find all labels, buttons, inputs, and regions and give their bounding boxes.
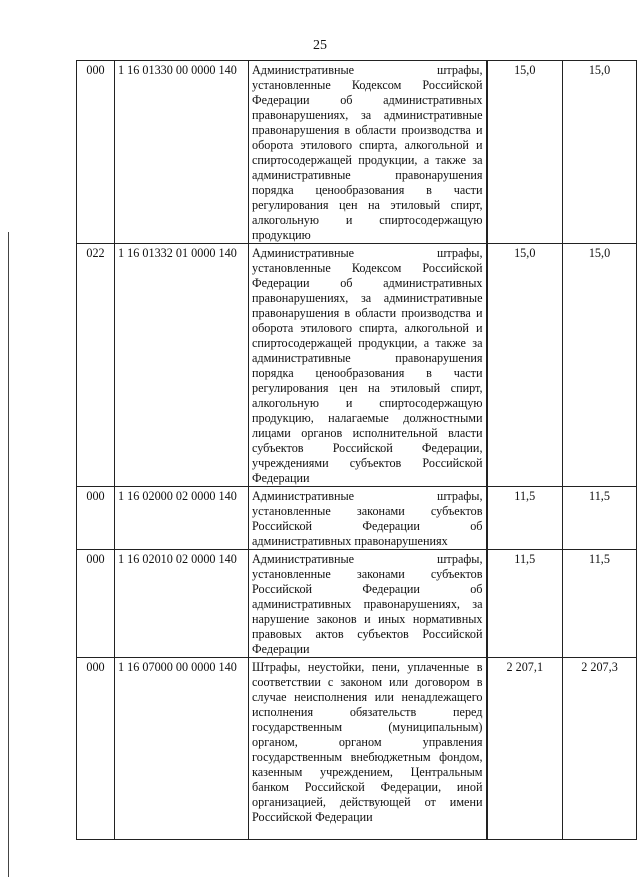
value-year1-cell: 2 207,1: [487, 658, 563, 840]
page-number: 25: [313, 38, 327, 53]
value-year2-cell: 11,5: [563, 550, 637, 658]
table-row: [77, 244, 637, 487]
revenue-name-cell: Административные штрафы, установленные законами субъектов Российской Федерации об административных правонарушениях, за нарушение законов и иных нормативных правовых актов субъектов Российской Федерации: [249, 550, 487, 658]
table-row: [77, 550, 637, 658]
table-row: [77, 487, 637, 550]
budget-code-cell: 1 16 02000 02 0000 140: [115, 487, 249, 550]
budget-code-cell: 1 16 07000 00 0000 140: [115, 658, 249, 840]
revenue-name-cell: Административные штрафы, установленные законами субъектов Российской Федерации об административных правонарушениях: [249, 487, 487, 550]
budget-code-cell: 1 16 01330 00 0000 140: [115, 61, 249, 244]
table-row: [77, 658, 637, 840]
budget-code-cell: 1 16 01332 01 0000 140: [115, 244, 249, 487]
revenue-name-cell: Административные штрафы, установленные Кодексом Российской Федерации об административных правонарушениях, за административные правонарушения в области производства и оборота этилового спирта, алкогольной и спиртосодержащей продукции, а также за административные правонарушения порядка ценообразования в части регулирования цен на этиловый спирт, алкогольную и спиртосодержащую продукцию, налагаемые должностными лицами органов исполнительной власти субъектов Российской Федерации, учреждениями субъектов Российской Федерации: [249, 244, 487, 487]
admin-code-cell: 022: [77, 244, 115, 487]
revenue-name-cell: Штрафы, неустойки, пени, уплаченные в соответствии с законом или договором в случае неисполнения или ненадлежащего исполнения обязательств перед государственным (муниципальным) органом, органом управления государственным внебюджетным фондом, казенным учреждением, Центральным банком Российской Федерации, иной организацией, действующей от имени Российской Федерации: [249, 658, 487, 840]
admin-code-cell: 000: [77, 487, 115, 550]
admin-code-cell: 000: [77, 61, 115, 244]
revenue-table: [76, 60, 637, 840]
scan-artifact-line: [8, 232, 9, 877]
value-year1-cell: 11,5: [487, 550, 563, 658]
value-year2-cell: 15,0: [563, 244, 637, 487]
admin-code-cell: 000: [77, 658, 115, 840]
value-year2-cell: 15,0: [563, 61, 637, 244]
budget-code-cell: 1 16 02010 02 0000 140: [115, 550, 249, 658]
value-year2-cell: 11,5: [563, 487, 637, 550]
value-year1-cell: 11,5: [487, 487, 563, 550]
table-row: [77, 61, 637, 244]
value-year1-cell: 15,0: [487, 61, 563, 244]
admin-code-cell: 000: [77, 550, 115, 658]
value-year1-cell: 15,0: [487, 244, 563, 487]
value-year2-cell: 2 207,3: [563, 658, 637, 840]
revenue-name-cell: Административные штрафы, установленные Кодексом Российской Федерации об административных правонарушениях, за административные правонарушения в области производства и оборота этилового спирта, алкогольной и спиртосодержащей продукции, а также за административные правонарушения порядка ценообразования в части регулирования цен на этиловый спирт, алкогольную и спиртосодержащую продукцию: [249, 61, 487, 244]
